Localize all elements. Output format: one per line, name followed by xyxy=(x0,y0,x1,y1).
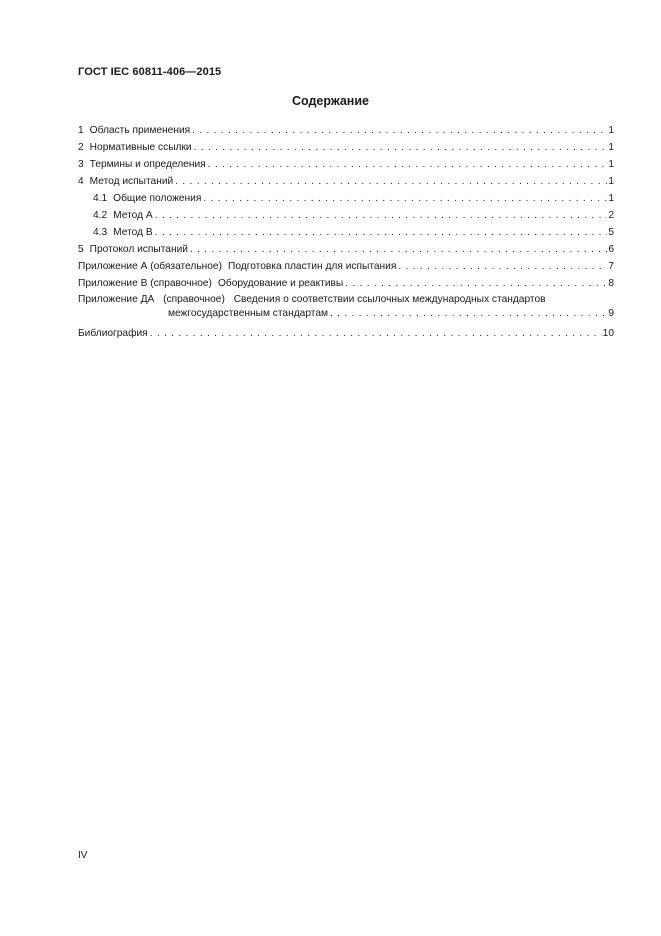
toc-leader-dots xyxy=(208,156,608,173)
toc-entry-page: 2 xyxy=(608,210,614,221)
toc-entry-2[interactable] xyxy=(78,139,614,156)
appendix-title-line2: межгосударственным стандартам xyxy=(168,308,328,319)
toc-leader-dots xyxy=(330,306,607,321)
toc-entry-title: Термины и определения xyxy=(89,159,206,170)
toc-title: Содержание xyxy=(291,94,369,108)
appendix-kind: (справочное) xyxy=(163,294,225,305)
toc-entry-number: 4.3 xyxy=(93,227,108,238)
toc-leader-dots xyxy=(190,241,607,258)
toc-entry-page: 1 xyxy=(608,125,614,136)
toc-leader-dots xyxy=(194,139,608,156)
table-of-contents xyxy=(78,122,614,342)
toc-entry-number: 4.2 xyxy=(93,210,108,221)
toc-leader-dots xyxy=(155,224,608,241)
toc-leader-dots xyxy=(150,325,602,342)
appendix-label: Приложение ДА xyxy=(78,294,155,305)
toc-entry-4-1[interactable] xyxy=(78,190,614,207)
toc-appendix-a[interactable] xyxy=(78,258,614,275)
toc-entry-page: 6 xyxy=(608,244,614,255)
toc-appendix-da[interactable] xyxy=(78,293,614,325)
toc-entry-page: 8 xyxy=(608,278,614,289)
toc-entry-page: 1 xyxy=(608,142,614,153)
toc-entry-4[interactable] xyxy=(78,173,614,190)
appendix-da-first-line xyxy=(78,293,614,306)
toc-entry-3[interactable] xyxy=(78,156,614,173)
appendix-title: Подготовка пластин для испытания xyxy=(228,261,397,272)
toc-entry-title: Нормативные ссылки xyxy=(89,142,192,153)
toc-entry-page: 5 xyxy=(608,227,614,238)
toc-bibliography[interactable] xyxy=(78,325,614,342)
page-number: IV xyxy=(78,850,88,861)
toc-entry-title: Общие положения xyxy=(113,193,202,204)
toc-entry-title: Протокол испытаний xyxy=(89,244,188,255)
toc-entry-title: Метод испытаний xyxy=(89,176,174,187)
toc-entry-page: 10 xyxy=(602,328,614,339)
toc-leader-dots xyxy=(203,190,607,207)
toc-entry-number: 1 xyxy=(78,125,84,136)
toc-appendix-b[interactable] xyxy=(78,275,614,292)
standard-designation: ГОСТ IEC 60811-406—2015 xyxy=(78,66,222,78)
appendix-label: Приложение В (справочное) xyxy=(78,278,212,289)
toc-entry-number: 5 xyxy=(78,244,84,255)
appendix-title: Оборудование и реактивы xyxy=(217,278,344,289)
bibliography-title: Библиография xyxy=(78,328,148,339)
toc-entry-4-2[interactable] xyxy=(78,207,614,224)
toc-entry-title: Область применения xyxy=(89,125,191,136)
toc-entry-1[interactable] xyxy=(78,122,614,139)
toc-entry-page: 1 xyxy=(608,159,614,170)
toc-entry-page: 1 xyxy=(608,193,614,204)
toc-leader-dots xyxy=(345,275,607,292)
toc-entry-number: 4.1 xyxy=(93,193,108,204)
toc-entry-page: 9 xyxy=(608,308,614,319)
toc-leader-dots xyxy=(398,258,607,275)
toc-entry-4-3[interactable] xyxy=(78,224,614,241)
toc-entry-title: Метод А xyxy=(113,210,153,221)
appendix-label: Приложение А (обязательное) xyxy=(78,261,222,272)
toc-entry-number: 4 xyxy=(78,176,84,187)
toc-entry-number: 2 xyxy=(78,142,84,153)
toc-entry-page: 1 xyxy=(608,176,614,187)
toc-leader-dots xyxy=(192,122,607,139)
toc-entry-page: 7 xyxy=(608,261,614,272)
toc-leader-dots xyxy=(175,173,607,190)
toc-entry-number: 3 xyxy=(78,159,84,170)
toc-entry-5[interactable] xyxy=(78,241,614,258)
toc-entry-title: Метод В xyxy=(113,227,153,238)
appendix-title-line1: Сведения о соответствии ссылочных международных стандартов xyxy=(233,294,546,305)
toc-leader-dots xyxy=(155,207,608,224)
appendix-da-second-line xyxy=(78,306,614,325)
